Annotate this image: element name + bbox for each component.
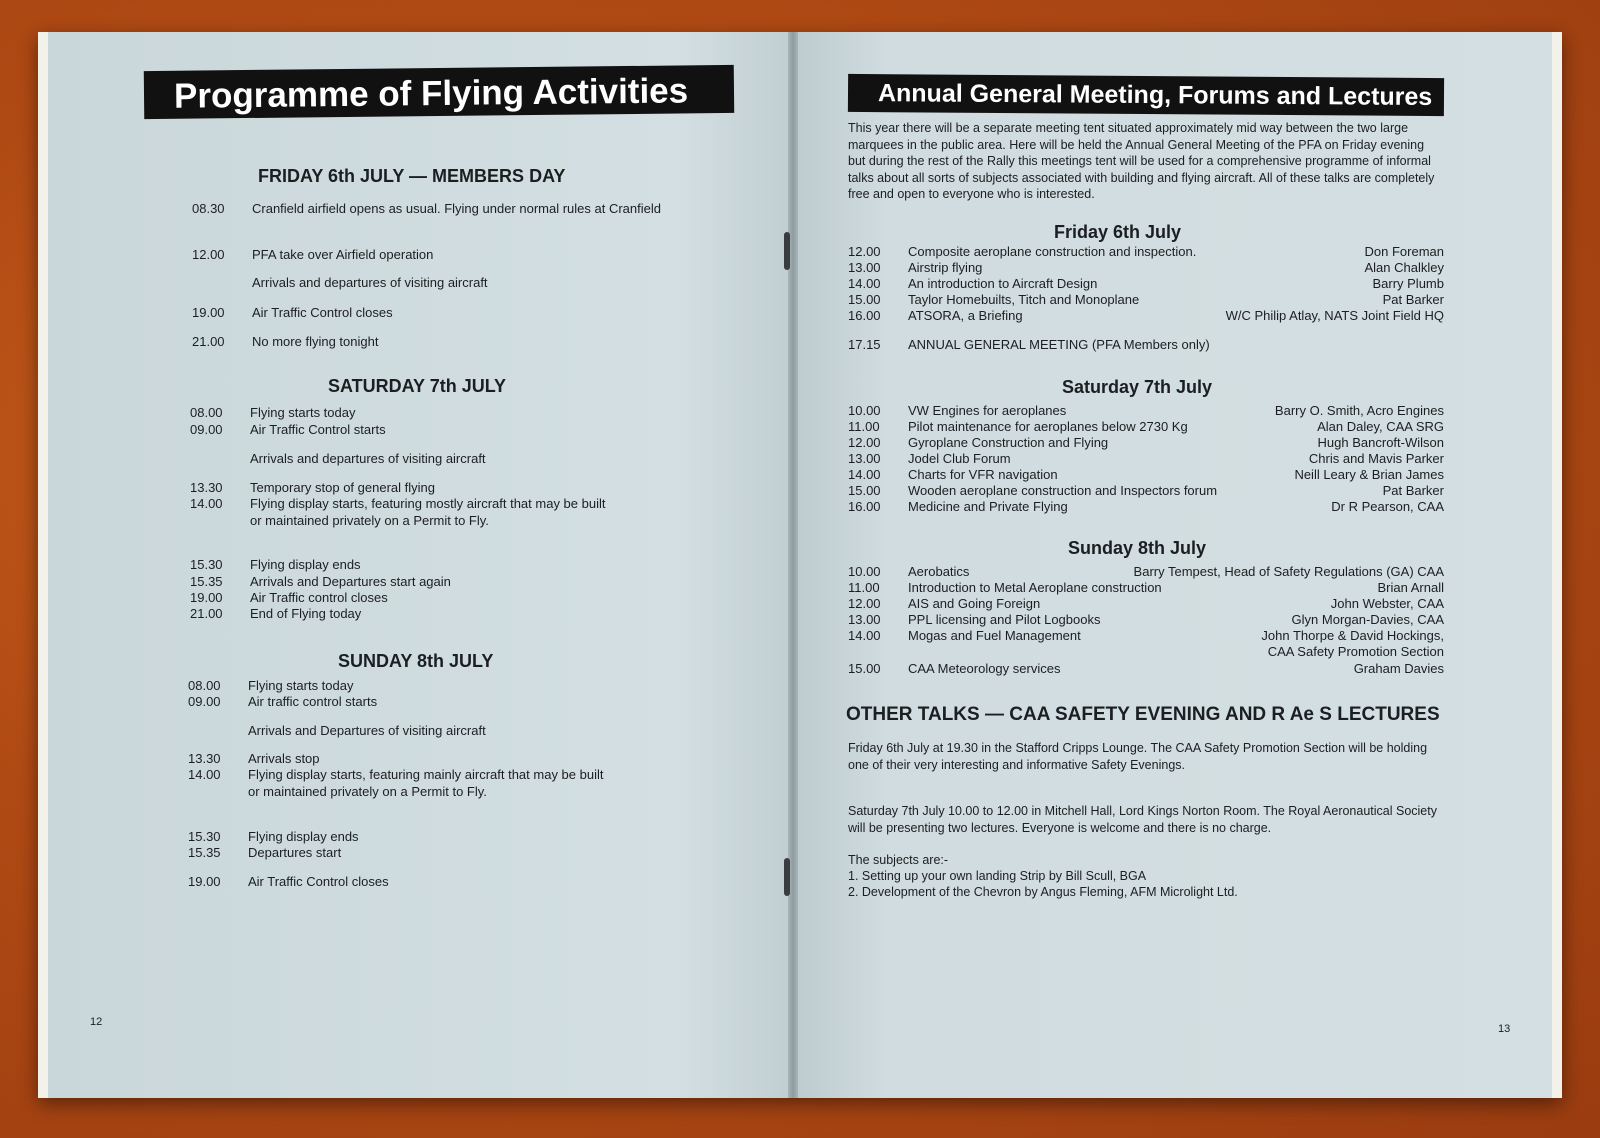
page-title: Programme of Flying Activities [144, 65, 734, 119]
activity: Arrivals stop [248, 751, 320, 766]
speaker: John Webster, CAA [1330, 596, 1444, 611]
booklet [38, 32, 1562, 1098]
lecture-row [848, 243, 1444, 260]
time: 19.00 [188, 874, 221, 889]
activity: Flying display starts, featuring mainly aircraft that may be built or maintained privately on a Permit to Fly. [248, 767, 604, 799]
day-heading-saturday: Saturday 7th July [1062, 377, 1213, 397]
lecture-row [848, 418, 1444, 435]
activity: Air traffic control starts [248, 694, 378, 709]
time: 14.00 [190, 496, 223, 511]
speaker: Dr R Pearson, CAA [1331, 499, 1444, 514]
time: 19.00 [192, 305, 225, 320]
activity: Departures start [248, 845, 342, 860]
topic: CAA Meteorology services [908, 661, 1061, 676]
topic: Wooden aeroplane construction and Inspectors forum [908, 483, 1218, 498]
time: 14.00 [188, 767, 221, 782]
activity: Arrivals and departures of visiting aircraft [250, 451, 486, 466]
topic: ATSORA, a Briefing [908, 308, 1023, 323]
speaker: Brian Arnall [1377, 580, 1444, 595]
activity: Air Traffic Control starts [250, 422, 386, 437]
topic: Introduction to Metal Aeroplane construction [908, 580, 1162, 595]
lecture-row [848, 450, 1444, 467]
lecture-row [848, 291, 1444, 308]
speaker: Graham Davies [1353, 661, 1444, 676]
page-number: 13 [1498, 1023, 1511, 1035]
time: 13.30 [190, 480, 223, 495]
time: 16.00 [848, 308, 881, 323]
topic: Medicine and Private Flying [908, 499, 1068, 514]
time: 15.00 [848, 661, 881, 676]
topic: An introduction to Aircraft Design [908, 276, 1098, 291]
activity: Air Traffic control closes [250, 590, 388, 605]
other-talks-heading: OTHER TALKS — CAA SAFETY EVENING AND R Ae S LECTURES [846, 704, 1440, 725]
activity: Arrivals and Departures of visiting aircraft [248, 723, 486, 738]
time: 10.00 [848, 403, 881, 418]
time: 12.00 [848, 244, 881, 259]
time: 12.00 [848, 596, 881, 611]
speaker: Barry O. Smith, Acro Engines [1274, 403, 1444, 418]
right-page [798, 32, 1552, 1098]
activity: Air Traffic Control closes [252, 305, 393, 320]
time: 13.00 [848, 612, 881, 627]
activity: Air Traffic Control closes [248, 874, 389, 889]
activity: Temporary stop of general flying [250, 480, 435, 495]
activity: Cranfield airfield opens as usual. Flying under normal rules at Cranfield [252, 201, 661, 216]
day-heading-saturday: SATURDAY 7th JULY [328, 376, 507, 396]
time: 15.00 [848, 292, 881, 307]
topic: VW Engines for aeroplanes [908, 403, 1067, 418]
time: 21.00 [190, 606, 223, 621]
activity: No more flying tonight [252, 334, 379, 349]
speaker: Hugh Bancroft-Wilson [1317, 435, 1444, 450]
lecture-row [848, 611, 1444, 628]
speaker: Chris and Mavis Parker [1308, 451, 1444, 466]
speaker: Neill Leary & Brian James [1294, 467, 1444, 482]
speaker: Pat Barker [1382, 483, 1444, 498]
day-heading-friday: FRIDAY 6th JULY — MEMBERS DAY [258, 166, 566, 186]
page-number: 12 [90, 1016, 103, 1028]
topic: Mogas and Fuel Management [908, 628, 1081, 643]
topic: Aerobatics [908, 564, 970, 579]
lecture-row [848, 466, 1444, 483]
time: 15.30 [190, 557, 223, 572]
subject-item: 2. Development of the Chevron by Angus Fleming, AFM Microlight Ltd. [848, 885, 1238, 899]
left-page [48, 32, 788, 1098]
activity: PFA take over Airfield operation [252, 247, 434, 262]
activity: Flying display starts, featuring mostly aircraft that may be built or maintained privately on a Permit to Fly. [250, 496, 606, 528]
time: 08.00 [190, 405, 223, 420]
topic: ANNUAL GENERAL MEETING (PFA Members only) [908, 337, 1210, 352]
lecture-row [848, 563, 1444, 580]
lecture-row [848, 579, 1444, 596]
time: 16.00 [848, 499, 881, 514]
topic: PPL licensing and Pilot Logbooks [908, 612, 1101, 627]
staple [784, 858, 790, 896]
other-talks-paragraph: Friday 6th July at 19.30 in the Stafford Cripps Lounge. The CAA Safety Promotion Section will be holding one of their very interesting and informative Safety Evenings. [848, 741, 1428, 772]
day-heading-sunday: SUNDAY 8th JULY [338, 651, 494, 671]
time: 12.00 [848, 435, 881, 450]
topic: AIS and Going Foreign [908, 596, 1041, 611]
topic: Airstrip flying [908, 260, 983, 275]
topic: Jodel Club Forum [908, 451, 1011, 466]
activity: Flying starts today [248, 678, 354, 693]
lecture-row [848, 307, 1444, 324]
other-talks-paragraph: Saturday 7th July 10.00 to 12.00 in Mitchell Hall, Lord Kings Norton Room. The Royal Aeronautical Society will be presenting two lectures. Everyone is welcome and there is no charge. [848, 804, 1437, 835]
time: 11.00 [848, 419, 880, 434]
lecture-row [848, 336, 1444, 353]
time: 12.00 [192, 247, 225, 262]
time: 08.00 [188, 678, 221, 693]
time: 21.00 [192, 334, 225, 349]
speaker: Barry Plumb [1372, 276, 1444, 291]
topic: Composite aeroplane construction and inspection. [908, 244, 1197, 259]
speaker: Don Foreman [1364, 244, 1444, 259]
time: 10.00 [848, 564, 881, 579]
time: 19.00 [190, 590, 223, 605]
activity: Arrivals and Departures start again [250, 574, 451, 589]
intro-paragraph: This year there will be a separate meeting tent situated approximately mid way between the two large marquees in the public area. Here will be held the Annual General Meeting of the PFA on Friday evening but during the rest of the Rally this meetings tent will be used for a comprehensive programme of informal talks about all sorts of subjects associated with building and flying aircraft. All of these talks are completely free and open to everyone who is interested. [848, 121, 1435, 201]
time: 08.30 [192, 201, 225, 216]
time: 15.35 [188, 845, 221, 860]
subject-item: 1. Setting up your own landing Strip by Bill Scull, BGA [848, 869, 1147, 883]
lecture-row [848, 498, 1444, 515]
time: 13.00 [848, 260, 881, 275]
speaker: Alan Daley, CAA SRG [1317, 419, 1444, 434]
topic: Gyroplane Construction and Flying [908, 435, 1109, 450]
day-heading-friday: Friday 6th July [1054, 222, 1182, 242]
time: 15.30 [188, 829, 221, 844]
topic: Charts for VFR navigation [908, 467, 1058, 482]
lecture-row [848, 595, 1444, 612]
time: 13.30 [188, 751, 221, 766]
speaker: Pat Barker [1382, 292, 1444, 307]
lecture-row [848, 434, 1444, 451]
lecture-row [848, 402, 1444, 419]
speaker: Barry Tempest, Head of Safety Regulations (GA) CAA [1133, 564, 1444, 579]
page-title: Annual General Meeting, Forums and Lectures [848, 74, 1444, 116]
topic: Pilot maintenance for aeroplanes below 2730 Kg [908, 419, 1188, 434]
time: 14.00 [848, 276, 881, 291]
speaker: Glyn Morgan-Davies, CAA [1291, 612, 1444, 627]
time: 17.15 [848, 337, 881, 352]
time: 15.00 [848, 483, 881, 498]
lecture-row [848, 482, 1444, 499]
speaker: John Thorpe & David Hockings, [1261, 628, 1444, 643]
spine [788, 32, 798, 1098]
speaker: W/C Philip Atlay, NATS Joint Field HQ [1225, 308, 1444, 323]
lecture-row [848, 275, 1444, 292]
time: 11.00 [848, 580, 880, 595]
speaker: CAA Safety Promotion Section [1267, 644, 1444, 659]
activity: Arrivals and departures of visiting aircraft [252, 275, 488, 290]
subjects-label: The subjects are:- [848, 853, 949, 867]
lecture-row [848, 643, 1444, 660]
activity: Flying starts today [250, 405, 356, 420]
lecture-row [848, 259, 1444, 276]
activity: Flying display ends [250, 557, 361, 572]
time: 09.00 [188, 694, 221, 709]
speaker: Alan Chalkley [1364, 260, 1444, 275]
time: 15.35 [190, 574, 223, 589]
day-heading-sunday: Sunday 8th July [1068, 538, 1207, 558]
activity: Flying display ends [248, 829, 359, 844]
time: 13.00 [848, 451, 881, 466]
staple [784, 232, 790, 270]
lecture-row [848, 627, 1444, 644]
time: 14.00 [848, 467, 881, 482]
activity: End of Flying today [250, 606, 362, 621]
topic: Taylor Homebuilts, Titch and Monoplane [908, 292, 1140, 307]
time: 09.00 [190, 422, 223, 437]
time: 14.00 [848, 628, 881, 643]
lecture-row [848, 660, 1444, 677]
